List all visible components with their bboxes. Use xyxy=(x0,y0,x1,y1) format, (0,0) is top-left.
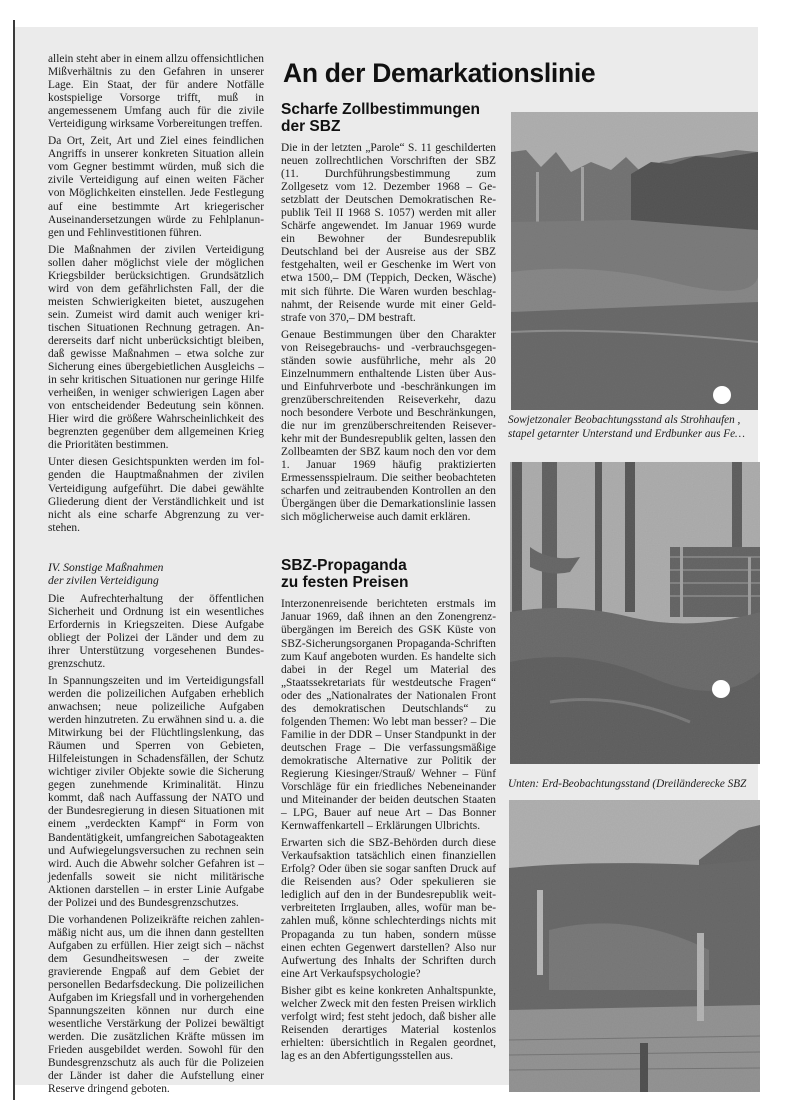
photo-field-image xyxy=(511,112,758,410)
left-column xyxy=(48,53,264,1100)
paragraph: Interzonenreisende berichteten erstmals im Januar 1969, daß ihnen an den Zonengrenzübergängen im Bereich des GSK Küste von SBZ-Sicherungsorganen Propaganda-Schriften zum Kauf angeboten wurden. Es handelte sich dabei in der Regel um Material des „Staatssekretariats für westdeutsche Fragen“ oder des „Nationalrates der Nationalen Front des demokratischen Deutschlands“ zu folgenden Themen: Wo lebt man besser? – Die Familie in der DDR – Unser Standpunkt in der deutschen Frage – Die verfassungsmäßige demokratische Alternative zur Politik der Regierung Kiesinger/Strauß/ Wehner – Fünf Vorschläge für ein friedliches Nebeneinander und Miteinander der beiden deutschen Staaten – LPG, Bauer auf neue Art – Das Bonner Kernwaffenkartell – Erklärungen Ulbrichts. xyxy=(281,598,496,833)
caption-line: Sowjetzonaler Beobachtungsstand als Strohhaufen , xyxy=(508,414,741,426)
photo-caption xyxy=(508,778,786,792)
paragraph: Die Maßnahmen der zivilen Verteidigung sollen daher möglichst viele der möglichen Kriegsbilder berücksichtigen. Grundsätzlich wird von dem gefährlichsten Fall, der die meisten Schwierigkeiten bietet, auszugehen sein. Zumeist wird damit auch weniger kritischen Situationen Rechnung getragen. Andererseits darf nicht unberücksichtigt bleiben, daß gewisse Maßnahmen – etwa solche zur Sicherung eines übergebietlichen Ausgleichs – in sehr kritischen Situationen nur geringe Hilfe verheißen, in weniger schwierigen Lagen aber von entscheidender Bedeutung sein können. Hier wird die größere Wahrscheinlichkeit des begrenzten gegenüber dem allgemeinen Krieg die Prioritäten bestimmen. xyxy=(48,243,264,452)
caption-line: stapel getarnter Unterstand und Erdbunker aus Fe… xyxy=(508,427,745,440)
section-title-line: Scharfe Zollbestimmungen xyxy=(281,101,480,118)
photo-fence-image xyxy=(509,800,760,1092)
subheading-line: IV. Sonstige Maßnahmen xyxy=(48,560,164,574)
paragraph: Die vorhandenen Polizeikräfte reichen zahlenmäßig nicht aus, um die ihnen dann gestellten Aufgaben zu erfüllen. Hier zeigt sich – nächst dem Gesundheitswesen – der zweite gravierende Engpaß auf dem Gebiet der personellen Bedarfsdeckung. Die polizeilichen Aufgaben im Kriegsfall und in vorhergehenden Spannungszeiten können nur durch eine wesentliche Verstärkung der Polizei bewältigt werden. Die zusätzlichen Kräfte müssen im Frieden ausgebildet werden. Sowohl für den Bundesgrenzschutz als auch für die Polizeien der Länder ist daher die Aufstellung einer Reserve dringend geboten. xyxy=(48,913,264,1096)
section-title-zollbestimmungen xyxy=(281,102,496,135)
page-headline: An der Demarkationslinie xyxy=(283,58,596,88)
section-title-line: zu festen Preisen xyxy=(281,573,409,591)
photo-observation-post-field xyxy=(511,112,758,410)
paragraph: allein steht aber in einem allzu offensichtlichen Mißverhältnis zu den Gefahren in unserer Lage. Ein Staat, der für andere Notfälle kostspielige Vorsorge trifft, muß in angemessenem Umfang auch für die zivile Verteidigung wirksame Vorbereitungen treffen. xyxy=(48,53,264,131)
paragraph: Genaue Bestimmungen über den Charakter von Reisegebrauchs- und -verbrauchsgegenständen sowie ausführliche, mehr als 20 Einzelnummern enthaltende Listen über Aus- und Einfuhrverbote und -beschränkungen im grenzüberschreitenden Reiseverkehr, dazu noch besondere Verbote und Beschränkungen, die nur im grenzüberschreitenden Reiseverkehr mit der Bundesrepublik gelten, lassen den Zollbeamten der SBZ kaum noch den vor dem 1. Januar 1969 häufig praktizierten Ermessensspielraum. Die seither beobachteten scharfen und zeitraubenden Kontrollen an den Übergängen über die Demarkationslinie lassen sich möglicherweise auch damit erklären. xyxy=(281,328,496,524)
paragraph: In Spannungszeiten und im Verteidigungsfall werden die polizeilichen Aufgaben erheblich anwachsen; neue polizeiliche Aufgaben werden hinzutreten. Zu erwähnen sind u. a. die Mitwirkung bei der Flüchtlingslenkung, das Räumen und Sperren von Gebieten, Hilfeleistungen in Schadensfällen, der Schutz wichtiger ziviler Objekte sowie die Sicherung gegen zunehmende Kriminalität. Hinzu kommt, daß nach Auffassung der NATO und der Bundesregierung in diesen Situationen mit einem „verdeckten Kampf“ in Form von Bandentätigkeit, umfangreichen Sabotageakten und Aufwiegelungsversuchen zu rechnen sein wird. Auch die Abwehr solcher Gefahren ist – jedenfalls soweit sie nicht militärische Aktionen darstellen – in erster Linie Aufgabe der Polizei und des Bundesgrenzschutzes. xyxy=(48,674,264,909)
photo-log-bunker xyxy=(510,462,760,764)
photo-caption xyxy=(508,414,786,441)
photo-earth-observation-post xyxy=(509,800,760,1092)
paragraph: Die Aufrechterhaltung der öffentlichen Sicherheit und Ordnung ist ein wesentliches Erfordernis in Kriegszeiten. Diese Aufgabe obliegt der Polizei der Länder und dem zu ihrer Unterstützung vorgesehenen Bundesgrenzschutz. xyxy=(48,592,264,670)
paragraph: Erwarten sich die SBZ-Behörden durch diese Verkaufsaktion tatsächlich einen finanziellen Erfolg? Oder üben sie sogar sanften Druck auf die Reisenden aus? Oder spekulieren sie lediglich auf den in der Bundesrepublik weitverbreiteten Irrglauben, alles, wofür man bezahlen muß, könne schlechterdings nichts mit Propaganda zu tun haben, sondern müsse einen echten Gegenwert darstellen? Also nur Aufwertung des Inhalts der Schriften durch eine Art Verkaufspsychologie? xyxy=(281,837,496,980)
paragraph: Die in der letzten „Parole“ S. 11 geschilderten neuen zollrechtlichen Vorschriften der SBZ (11. Durchführungsbestimmung zum Zollgesetz vom 12. Dezember 1968 – Gesetzblatt der Deutschen Demokratischen Republik Teil II 1968 S. 1057) werden mit aller Schärfe angewendet. Im Januar 1969 wurde ein Bewohner der Bundesrepublik Deutschland bei der Ausreise aus der SBZ festgehalten, weil er Geschenke im Wert von etwa 1500,– DM (Teppich, Decken, Wäsche) mit sich führte. Die Waren wurden beschlagnahmt, der Reisende wurde mit einer Geldstrafe von 370,– DM bestraft. xyxy=(281,142,496,324)
middle-column xyxy=(281,102,496,1067)
section-title-line: SBZ-Propaganda xyxy=(281,557,407,575)
section-title-line: der SBZ xyxy=(281,117,341,135)
photo-bunker-image xyxy=(510,462,760,764)
paragraph: Da Ort, Zeit, Art und Ziel eines feindlichen Angriffs in unserer konkreten Situation allein vom Gegner bestimmt würden, muß sich die zivile Verteidigung auf einen weiten Fächer von Möglichkeiten einstellen. Jede Festlegung auf eine bestimmte Art kriegerischer Auseinandersetzungen würde zu Fehlplanungen und Fehlinvestitionen führen. xyxy=(48,135,264,239)
section-title-propaganda xyxy=(281,558,496,591)
section-subheading xyxy=(48,561,264,587)
subheading-line: der zivilen Verteidigung xyxy=(48,573,159,587)
paragraph: Unter diesen Gesichtspunkten werden im folgenden die Hauptmaßnahmen der zivilen Verteidigung aufgeführt. Die dabei gewählte Gliederung dient der Verständlichkeit und ist nicht als eine scharfe Abgrenzung zu verstehen. xyxy=(48,456,264,534)
caption-line: Unten: Erd-Beobachtungsstand (Dreiländerecke SBZ xyxy=(508,778,747,790)
paragraph: Bisher gibt es keine konkreten Anhaltspunkte, welcher Zweck mit den festen Preisen wirklich verfolgt wird; fest steht jedoch, daß bisher alle Reisenden derartiges Material kostenlos erhielten: übersichtlich in Regalen geordnet, lag es an den Abfertigungsstellen aus. xyxy=(281,984,496,1062)
